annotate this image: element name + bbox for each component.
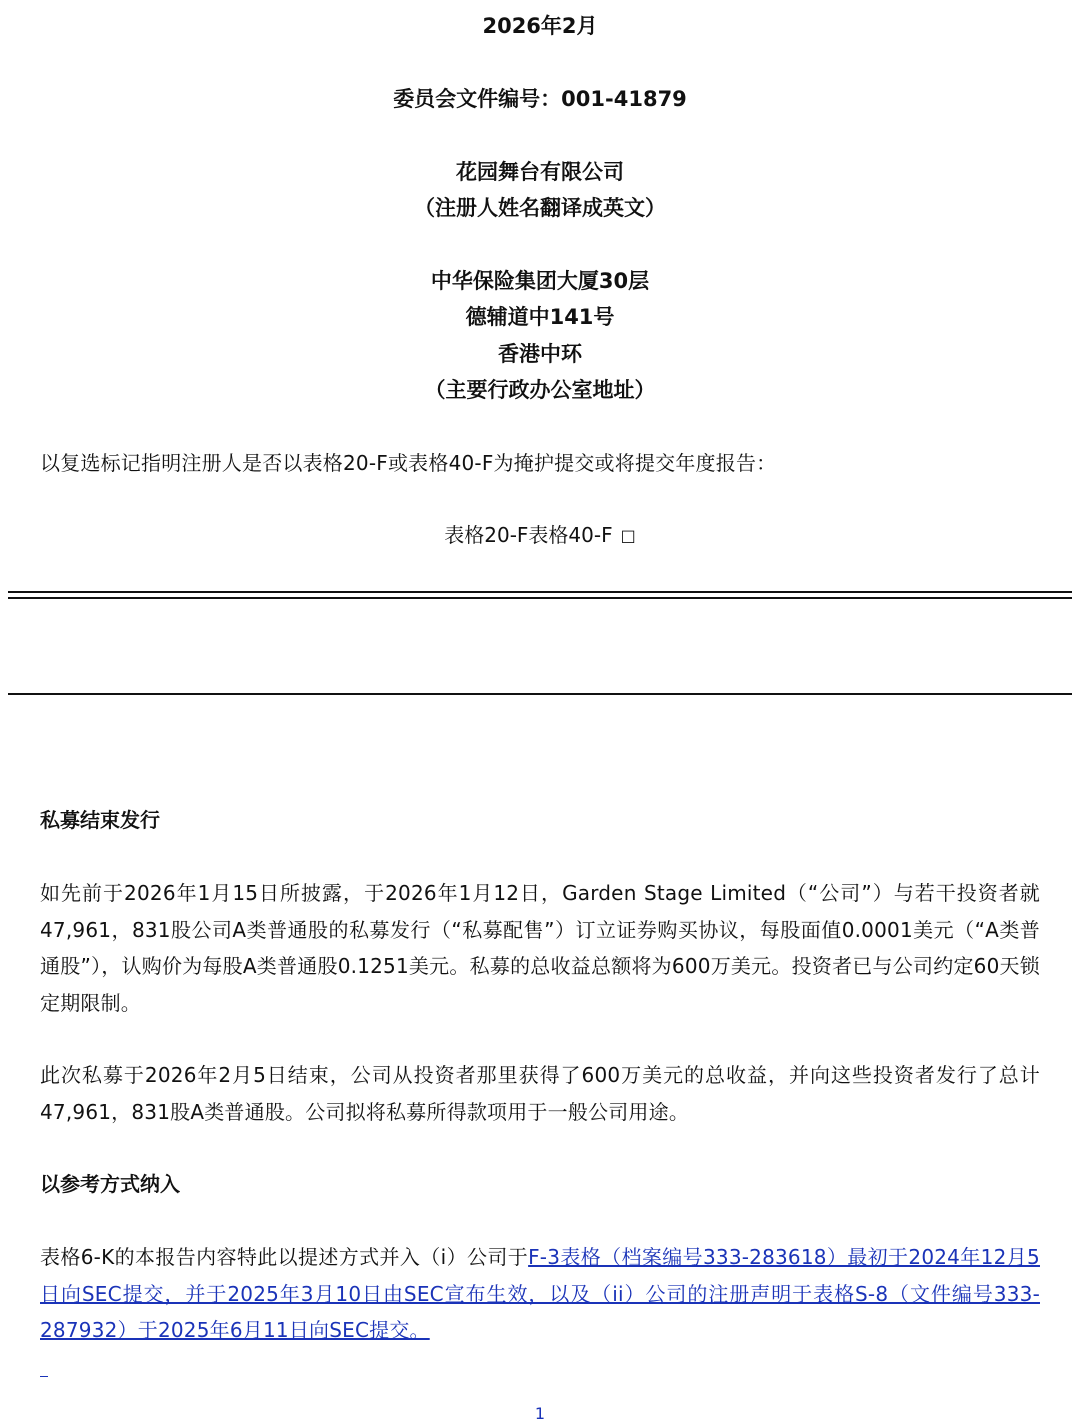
commission-file-number: 委员会文件编号：001-41879 (393, 87, 687, 111)
divider-double-top (8, 591, 1072, 593)
section-heading-incorporation: 以参考方式纳入 (40, 1172, 180, 1196)
report-date: 2026年2月 (482, 14, 598, 38)
address-line-2: 德辅道中141号 (465, 305, 615, 329)
form-checkbox[interactable]: □ (620, 526, 636, 545)
divider-double-bottom (8, 597, 1072, 599)
form-question: 以复选标记指明注册人是否以表格20-F或表格40-F为掩护提交或将提交年度报告： (40, 451, 777, 475)
address-note: （主要行政办公室地址） (424, 378, 656, 402)
stray-link-mark[interactable] (40, 1376, 48, 1377)
divider-single (8, 693, 1072, 695)
form-options-label: 表格20-F表格40-F (444, 523, 613, 547)
company-name: 花园舞台有限公司 (456, 160, 624, 184)
page-number: 1 (534, 1404, 546, 1423)
incorporation-paragraph (40, 1239, 1040, 1349)
company-name-note: （注册人姓名翻译成英文） (414, 196, 666, 220)
private-placement-paragraph-2: 此次私募于2026年2月5日结束，公司从投资者那里获得了600万美元的总收益，并向这些投资者发行了总计47,961，831股A类普通股。公司拟将私募所得款项用于一般公司用途。 (40, 1063, 1040, 1124)
registration-statement-link[interactable]: F-3表格（档案编号333-283618）最初于2024年12月5日向SEC提交，并于2025年3月10日由SEC宣布生效，以及（ii）公司的注册声明于表格S-8（文件编号333-287932）于2025年6月11日向SEC提交。 (40, 1245, 1040, 1342)
section-heading-private-placement: 私募结束发行 (40, 808, 160, 832)
address-line-3: 香港中环 (498, 342, 582, 366)
private-placement-paragraph-1: 如先前于2026年1月15日所披露，于2026年1月12日，Garden Stage Limited（“公司”）与若干投资者就47,961，831股公司A类普通股的私募发行（“私募配售”）订立证券购买协议，每股面值0.0001美元（“A类普通股”），认购价为每股A类普通股0.1251美元。私募的总收益总额将为600万美元。投资者已与公司约定60天锁定期限制。 (40, 881, 1040, 1015)
form-options-row (0, 517, 1080, 554)
incorporation-text: 表格6-K的本报告内容特此以提述方式并入（i）公司于 (40, 1245, 529, 1269)
address-line-1: 中华保险集团大厦30层 (430, 269, 650, 293)
